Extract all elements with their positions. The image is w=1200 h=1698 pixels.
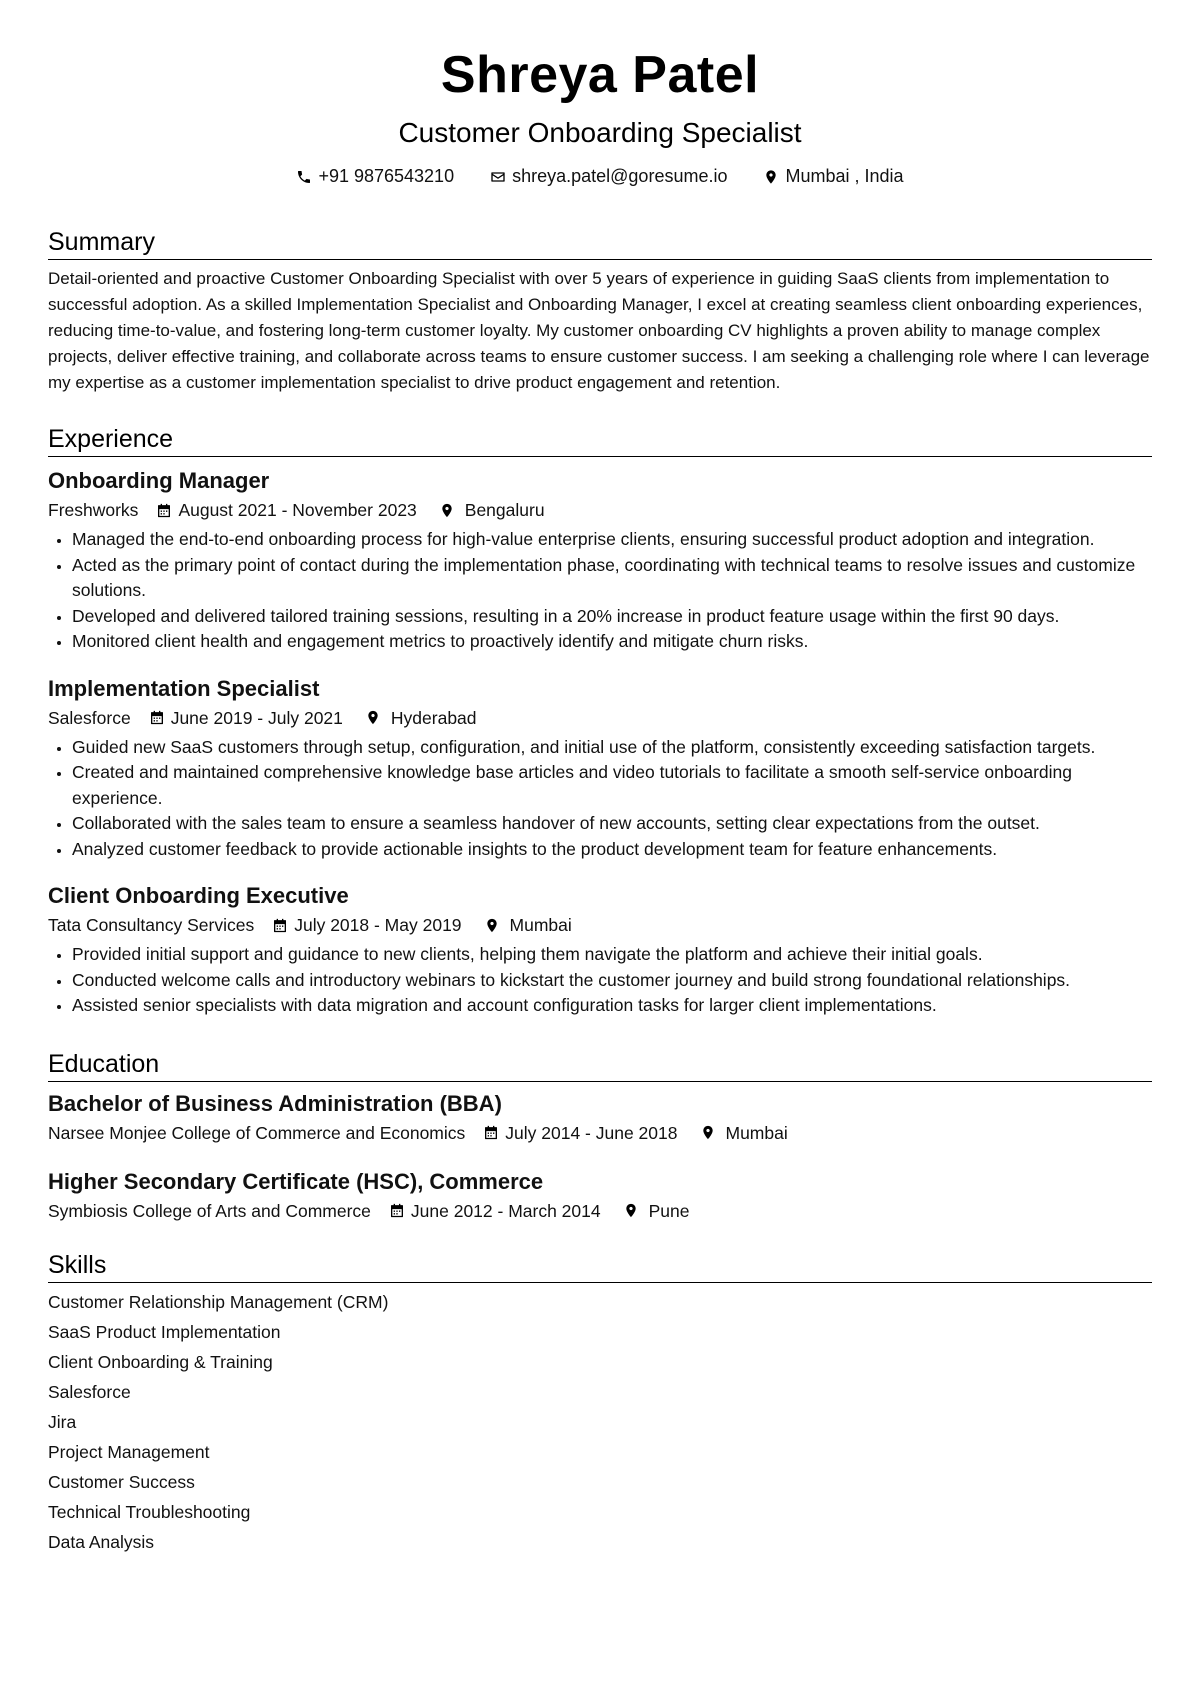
- location-name: Pune: [648, 1200, 690, 1221]
- experience-entry: [48, 467, 1152, 655]
- responsibility-item: • Monitored client health and engagement metrics to proactively identify and mitigate churn risks.: [72, 629, 1152, 655]
- skill-item: Customer Relationship Management (CRM): [48, 1291, 389, 1312]
- company-name: Salesforce: [48, 707, 131, 728]
- job-location: [365, 705, 477, 731]
- resume-header: [48, 0, 1152, 187]
- company-name: Tata Consultancy Services: [48, 915, 255, 935]
- education-entry: [48, 1168, 1152, 1224]
- date-range: July 2018 - May 2019: [294, 915, 462, 935]
- phone-icon: [296, 169, 312, 185]
- skill-item: Project Management: [48, 1441, 210, 1462]
- calendar-icon: [483, 1124, 499, 1141]
- summary-text: Detail-oriented and proactive Customer Onboarding Specialist with over 5 years of experience in guiding SaaS clients from implementation to successful adoption. As a skilled Implementation Specialist and Onboarding Manager, I excel at creating seamless client onboarding experiences, reducing time-to-value, and fostering long-term customer loyalty. My customer onboarding CV highlights a proven ability to manage complex projects, deliver effective training, and collaborate across teams to ensure customer success. I am seeking a challenging role where I can leverage my expertise as a customer implementation specialist to drive product engagement and retention.: [48, 269, 1150, 392]
- responsibility-item: • Analyzed customer feedback to provide actionable insights to the product development team for feature enhancements.: [72, 837, 1152, 863]
- skill-item: Data Analysis: [48, 1531, 155, 1552]
- location-name: Hyderabad: [390, 707, 477, 728]
- company-name: Freshworks: [48, 500, 139, 520]
- skills-section: [48, 1250, 1152, 1557]
- contact-email: [490, 166, 727, 187]
- date-range: June 2019 - July 2021: [170, 707, 343, 728]
- section-heading-summary: Summary: [48, 227, 1152, 260]
- education-location: [623, 1198, 690, 1224]
- education-entry: [48, 1090, 1152, 1146]
- experience-section: [48, 424, 1152, 1019]
- date-range: June 2012 - March 2014: [410, 1200, 601, 1221]
- job-location: [484, 912, 572, 938]
- experience-entry: [48, 882, 1152, 1019]
- responsibility-list: [48, 527, 1152, 655]
- location-name: Mumbai: [509, 915, 572, 935]
- job-dates: [156, 497, 416, 523]
- section-heading-education: Education: [48, 1049, 1152, 1082]
- responsibility-item: • Assisted senior specialists with data migration and account configuration tasks for larger client implementations.: [72, 993, 1152, 1019]
- job-dates: [272, 912, 461, 938]
- degree-title: Higher Secondary Certificate (HSC), Commerce: [48, 1168, 544, 1194]
- contact-location: [763, 166, 903, 187]
- job-title: Client Onboarding Executive: [48, 883, 349, 908]
- education-location: [700, 1120, 788, 1146]
- skill-item: Jira: [48, 1411, 77, 1432]
- job-title: Implementation Specialist: [48, 675, 320, 701]
- candidate-name: Shreya Patel: [440, 46, 760, 104]
- map-pin-icon: [700, 1124, 716, 1141]
- school-name: Symbiosis College of Arts and Commerce: [48, 1200, 371, 1221]
- location-text: Mumbai , India: [785, 166, 904, 186]
- skill-item: Technical Troubleshooting: [48, 1501, 251, 1522]
- contact-phone: [296, 166, 454, 187]
- responsibility-item: • Managed the end-to-end onboarding process for high-value enterprise clients, ensuring successful product adoption and integration.: [72, 527, 1152, 553]
- school-name: Narsee Monjee College of Commerce and Economics: [48, 1122, 466, 1143]
- job-meta: [48, 705, 1152, 731]
- education-dates: [389, 1198, 601, 1224]
- responsibility-list: [48, 735, 1152, 863]
- candidate-title: Customer Onboarding Specialist: [398, 117, 802, 148]
- job-meta: [48, 912, 1152, 938]
- responsibility-item: • Provided initial support and guidance to new clients, helping them navigate the platform and achieve their initial goals.: [72, 942, 1152, 968]
- experience-entry: [48, 675, 1152, 863]
- envelope-icon: [490, 169, 506, 185]
- skills-list: [48, 1287, 1152, 1557]
- map-pin-icon: [763, 169, 779, 185]
- education-dates: [483, 1120, 677, 1146]
- location-name: Mumbai: [725, 1122, 788, 1143]
- job-dates: [149, 705, 343, 731]
- section-heading-experience: Experience: [48, 424, 1152, 457]
- education-section: [48, 1049, 1152, 1224]
- location-name: Bengaluru: [464, 500, 545, 520]
- skill-item: Client Onboarding & Training: [48, 1351, 273, 1372]
- map-pin-icon: [623, 1202, 639, 1219]
- responsibility-item: • Acted as the primary point of contact during the implementation phase, coordinating with technical teams to resolve issues and customize solutions.: [72, 553, 1152, 604]
- calendar-icon: [272, 917, 288, 934]
- responsibility-item: • Conducted welcome calls and introductory webinars to kickstart the customer journey and build strong foundational relationships.: [72, 968, 1152, 994]
- map-pin-icon: [365, 709, 381, 726]
- skill-item: Customer Success: [48, 1471, 195, 1492]
- email-address: shreya.patel@goresume.io: [512, 166, 728, 186]
- job-title: Onboarding Manager: [48, 468, 270, 493]
- responsibility-item: • Created and maintained comprehensive knowledge base articles and video tutorials to facilitate a smooth self-service onboarding experience.: [72, 760, 1152, 811]
- phone-number: +91 9876543210: [318, 166, 455, 186]
- contact-bar: [48, 166, 1152, 187]
- map-pin-icon: [484, 917, 500, 934]
- date-range: August 2021 - November 2023: [178, 500, 417, 520]
- responsibility-item: • Collaborated with the sales team to ensure a seamless handover of new accounts, setting clear expectations from the outset.: [72, 811, 1152, 837]
- calendar-icon: [149, 709, 165, 726]
- job-location: [439, 497, 545, 523]
- date-range: July 2014 - June 2018: [505, 1122, 678, 1143]
- skill-item: SaaS Product Implementation: [48, 1321, 281, 1342]
- skill-item: Salesforce: [48, 1381, 131, 1402]
- calendar-icon: [389, 1202, 405, 1219]
- map-pin-icon: [439, 502, 455, 519]
- education-meta: [48, 1198, 1152, 1224]
- job-meta: [48, 497, 1152, 523]
- degree-title: Bachelor of Business Administration (BBA): [48, 1090, 502, 1116]
- calendar-icon: [156, 502, 172, 519]
- summary-section: [48, 227, 1152, 396]
- responsibility-list: [48, 942, 1152, 1019]
- responsibility-item: • Developed and delivered tailored training sessions, resulting in a 20% increase in product feature usage within the first 90 days.: [72, 604, 1152, 630]
- education-meta: [48, 1120, 1152, 1146]
- responsibility-item: • Guided new SaaS customers through setup, configuration, and initial use of the platform, consistently exceeding satisfaction targets.: [72, 735, 1152, 761]
- section-heading-skills: Skills: [48, 1250, 1152, 1283]
